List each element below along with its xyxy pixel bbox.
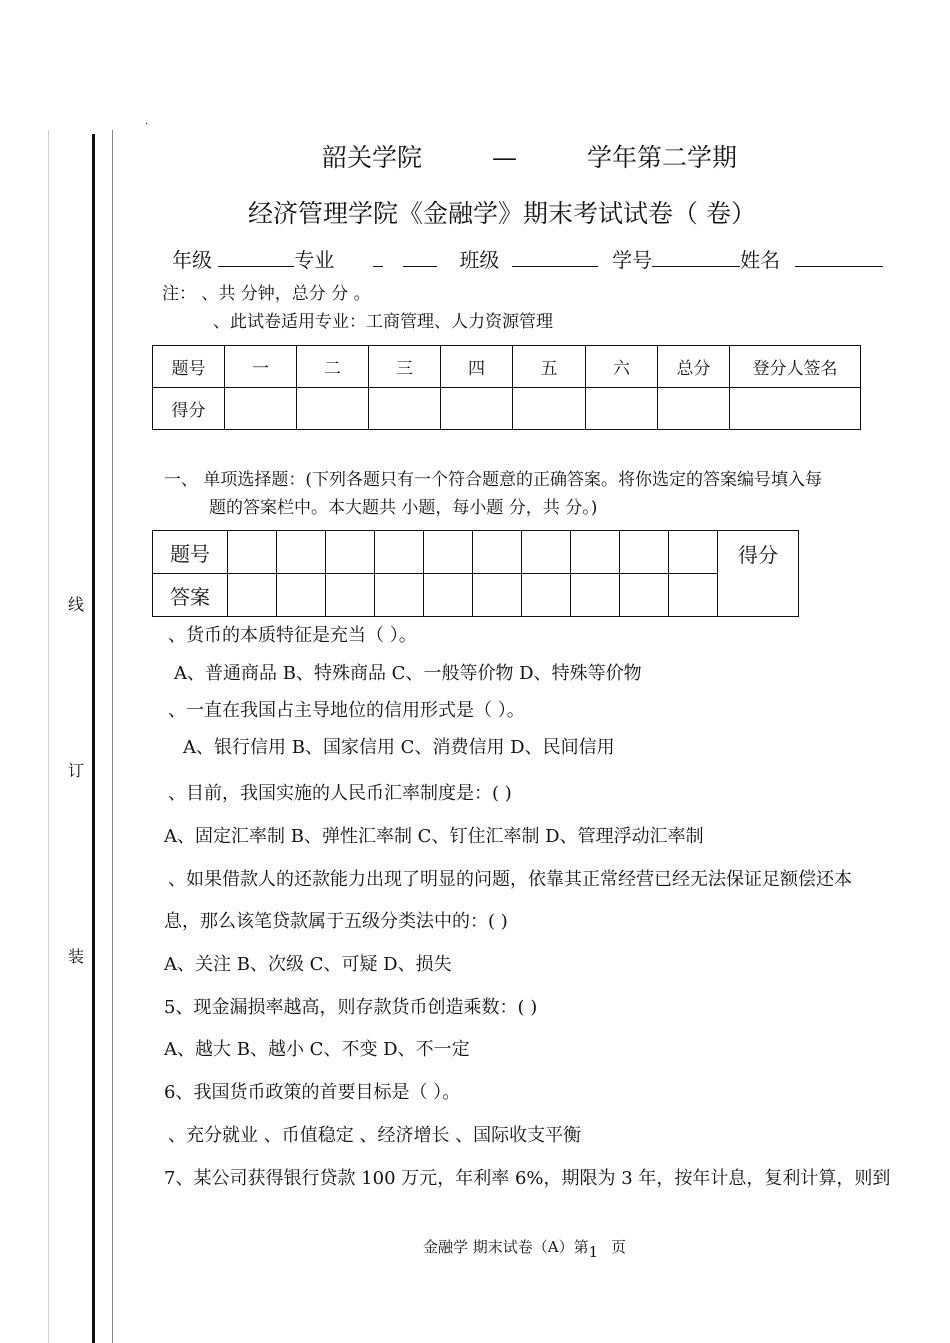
- question-number-cell: [277, 531, 326, 574]
- score-cell[interactable]: [225, 388, 297, 430]
- question-5: 5、现金漏损率越高，则存款货币创造乘数：( ): [164, 997, 538, 1018]
- score-header-cell: 三: [369, 346, 441, 388]
- margin-char-zhuang: 装: [68, 947, 85, 966]
- question-number-cell: [620, 531, 669, 574]
- score-cell[interactable]: [369, 388, 441, 430]
- answer-cell[interactable]: [522, 574, 571, 617]
- score-cell[interactable]: [586, 388, 658, 430]
- question-number-cell: [424, 531, 473, 574]
- binding-margin-border: [48, 130, 49, 1343]
- note-line2: 、此试卷适用专业：工商管理、人力资源管理: [213, 312, 553, 332]
- binding-line-thick: [92, 134, 95, 1343]
- section1-title-cont: 题的答案栏中。本大题共 小题，每小题 分，共 分。): [209, 498, 598, 518]
- name-field[interactable]: [795, 248, 883, 267]
- answer-cell[interactable]: [620, 574, 669, 617]
- score-table-header-row: [153, 346, 861, 388]
- exam-title-line2: 经济管理学院《金融学》期末考试试卷（ 卷）: [248, 199, 756, 228]
- score-cell[interactable]: [441, 388, 513, 430]
- answer-cell[interactable]: [228, 574, 277, 617]
- page-footer: [423, 1236, 626, 1261]
- question-number-cell: [375, 531, 424, 574]
- score-cell[interactable]: [513, 388, 586, 430]
- score-header-cell: 五: [513, 346, 586, 388]
- question-6-options: 、充分就业 、币值稳定 、经济增长 、国际收支平衡: [168, 1125, 582, 1146]
- question-3: 、目前，我国实施的人民币汇率制度是：( ): [168, 783, 512, 804]
- question-number-cell: [522, 531, 571, 574]
- answer-row1-label: 题号: [153, 531, 228, 574]
- student-id-field[interactable]: [652, 248, 740, 267]
- footer-text: 金融学 期末试卷（A）第: [423, 1238, 589, 1256]
- section1-title: 一、 单项选择题：(下列各题只有一个符合题意的正确答案。将你选定的答案编号填入每: [164, 470, 823, 490]
- score-header-cell: 登分人签名: [730, 346, 861, 388]
- question-2: 、一直在我国占主导地位的信用形式是（ ）。: [168, 700, 525, 721]
- major-field[interactable]: [373, 248, 383, 267]
- margin-char-ding: 订: [68, 761, 85, 780]
- score-header-cell: 二: [297, 346, 369, 388]
- stray-dot: .: [145, 116, 149, 127]
- student-id-label: 学号: [612, 248, 653, 272]
- question-2-options: A、银行信用 B、国家信用 C、消费信用 D、民间信用: [183, 737, 615, 758]
- answer-cell[interactable]: [375, 574, 424, 617]
- answer-row2-label: 答案: [153, 574, 228, 617]
- year-dash: —: [492, 143, 518, 172]
- score-cell[interactable]: [658, 388, 730, 430]
- answer-cell[interactable]: [473, 574, 522, 617]
- question-6: 6、我国货币政策的首要目标是（ ）。: [164, 1082, 461, 1103]
- score-header-cell: 四: [441, 346, 513, 388]
- exam-title-line1: [322, 138, 737, 174]
- question-number-cell: [326, 531, 375, 574]
- question-1: 、货币的本质特征是充当（ ）。: [168, 625, 417, 646]
- question-3-options: A、固定汇率制 B、弹性汇率制 C、钉住汇率制 D、管理浮动汇率制: [164, 826, 704, 847]
- question-4: 、如果借款人的还款能力出现了明显的问题，依靠其正常经营已经无法保证足额偿还本: [168, 869, 852, 890]
- score-table-score-row: [153, 388, 861, 430]
- name-label: 姓名: [740, 248, 781, 272]
- major-field-2[interactable]: [403, 248, 437, 267]
- score-header-cell: 一: [225, 346, 297, 388]
- grade-field[interactable]: [218, 248, 294, 267]
- score-table: [152, 345, 861, 430]
- question-4-cont: 息，那么该笔贷款属于五级分类法中的：( ): [164, 911, 508, 932]
- answer-table: [152, 530, 799, 617]
- footer-suffix: 页: [610, 1238, 626, 1256]
- class-label: 班级: [459, 248, 500, 272]
- class-field[interactable]: [512, 248, 598, 267]
- score-header-cell: 六: [586, 346, 658, 388]
- question-7: 7、某公司获得银行贷款 100 万元，年利率 6%，期限为 3 年，按年计息，复利计算，则到: [164, 1168, 891, 1189]
- question-number-cell: [473, 531, 522, 574]
- question-number-cell: [669, 531, 718, 574]
- answer-cell[interactable]: [669, 574, 718, 617]
- score-header-cell: 总分: [658, 346, 730, 388]
- question-5-options: A、越大 B、越小 C、不变 D、不一定: [164, 1039, 470, 1060]
- answer-cell[interactable]: [571, 574, 620, 617]
- semester-label: 学年第二学期: [587, 143, 738, 172]
- page-number: 1: [588, 1243, 599, 1261]
- answer-cell[interactable]: [326, 574, 375, 617]
- answer-score-label: 得分: [718, 531, 799, 617]
- answer-table-answer-row: [153, 574, 799, 617]
- note-line1: 注： 、共 分钟，总分 分 。: [162, 284, 371, 304]
- major-label: 专业: [294, 248, 335, 272]
- binding-line-thin: [112, 130, 113, 1343]
- grade-label: 年级: [172, 248, 212, 272]
- question-1-options: A、普通商品 B、特殊商品 C、一般等价物 D、特殊等价物: [174, 663, 642, 684]
- score-cell[interactable]: [297, 388, 369, 430]
- student-info-row: [172, 244, 883, 273]
- answer-cell[interactable]: [277, 574, 326, 617]
- answer-table-number-row: [153, 531, 799, 574]
- answer-cell[interactable]: [424, 574, 473, 617]
- question-number-cell: [571, 531, 620, 574]
- score-header-cell: 题号: [153, 346, 225, 388]
- question-4-options: A、关注 B、次级 C、可疑 D、损失: [164, 954, 452, 975]
- margin-char-xian: 线: [68, 595, 85, 614]
- score-row-label: 得分: [153, 388, 225, 430]
- question-number-cell: [228, 531, 277, 574]
- college-name: 韶关学院: [322, 143, 423, 172]
- signature-cell[interactable]: [730, 388, 861, 430]
